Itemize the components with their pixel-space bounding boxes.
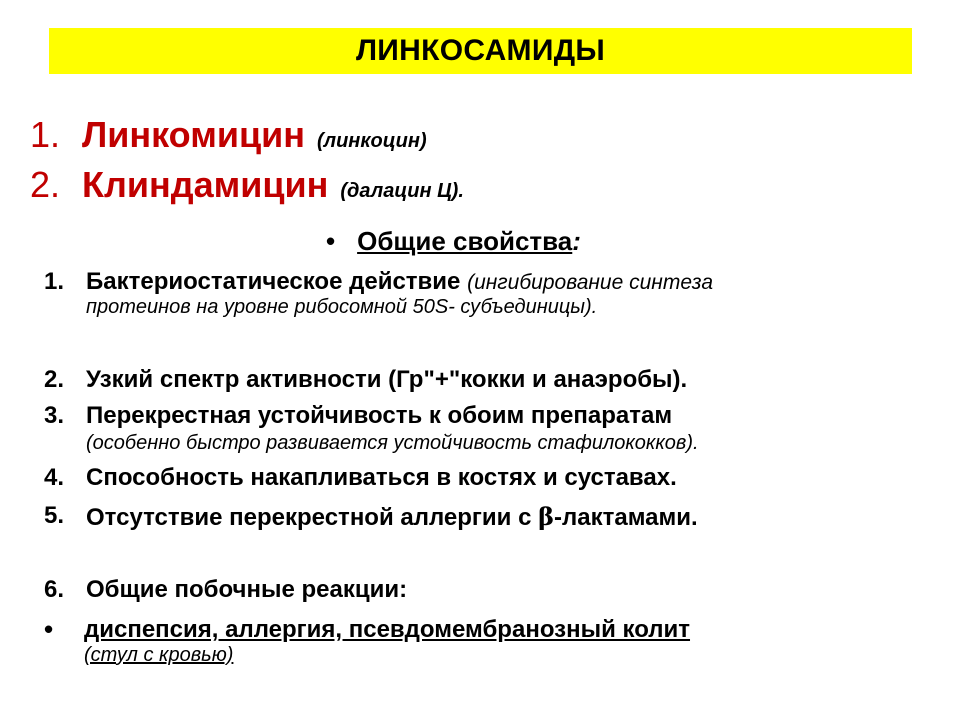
- heading-colon: :: [572, 226, 581, 256]
- bullet-icon: •: [326, 226, 336, 256]
- beta-symbol: β: [538, 502, 555, 531]
- item-main: Общие побочные реакции:: [86, 576, 408, 603]
- item-main: Отсутствие перекрестной аллергии с: [86, 504, 539, 531]
- side-effects-text: диспепсия, аллергия, псевдомембранозный колит: [84, 616, 691, 643]
- item-number: 3.: [44, 402, 65, 429]
- drug-name: Клиндамицин: [82, 164, 329, 205]
- page-title: ЛИНКОСАМИДЫ: [355, 34, 606, 67]
- item-main: Перекрестная устойчивость к обоим препаратам: [86, 402, 673, 429]
- bullet-icon: •: [44, 614, 54, 644]
- item-note-continued: протеинов на уровне рибосомной 50S- субъединицы).: [86, 296, 598, 318]
- title-banner: [49, 28, 912, 74]
- item-number: 4.: [44, 464, 65, 491]
- item-main: Способность накапливаться в костях и суставах.: [86, 464, 677, 491]
- side-effects-list: [84, 616, 690, 667]
- drug-item-clindamycin: [30, 164, 464, 206]
- item-number: 1.: [44, 268, 65, 295]
- item-text: [86, 502, 698, 532]
- item-main: Бактериостатическое действие: [86, 268, 461, 295]
- item-main-suffix: -лактамами.: [554, 504, 698, 531]
- item-main: Узкий спектр активности (Гр"+"кокки и анаэробы).: [86, 366, 688, 393]
- item-number: 6.: [44, 576, 65, 603]
- item-note: (особенно быстро развивается устойчивость стафилококков).: [86, 432, 699, 454]
- drug-number: 2.: [30, 164, 61, 205]
- drug-item-lincomycin: [30, 114, 427, 156]
- item-number: 5.: [44, 502, 65, 529]
- item-note: (ингибирование синтеза: [467, 271, 713, 294]
- drug-name: Линкомицин: [82, 114, 305, 155]
- drug-number: 1.: [30, 114, 61, 155]
- general-properties-heading: [326, 226, 581, 257]
- section-heading: Общие свойства: [357, 226, 573, 256]
- item-text: [86, 268, 713, 296]
- side-effects-note: (стул с кровью): [84, 644, 234, 666]
- drug-trade-name: (линкоцин): [316, 130, 427, 152]
- item-number: 2.: [44, 366, 65, 393]
- drug-trade-name: (далацин Ц).: [340, 180, 464, 202]
